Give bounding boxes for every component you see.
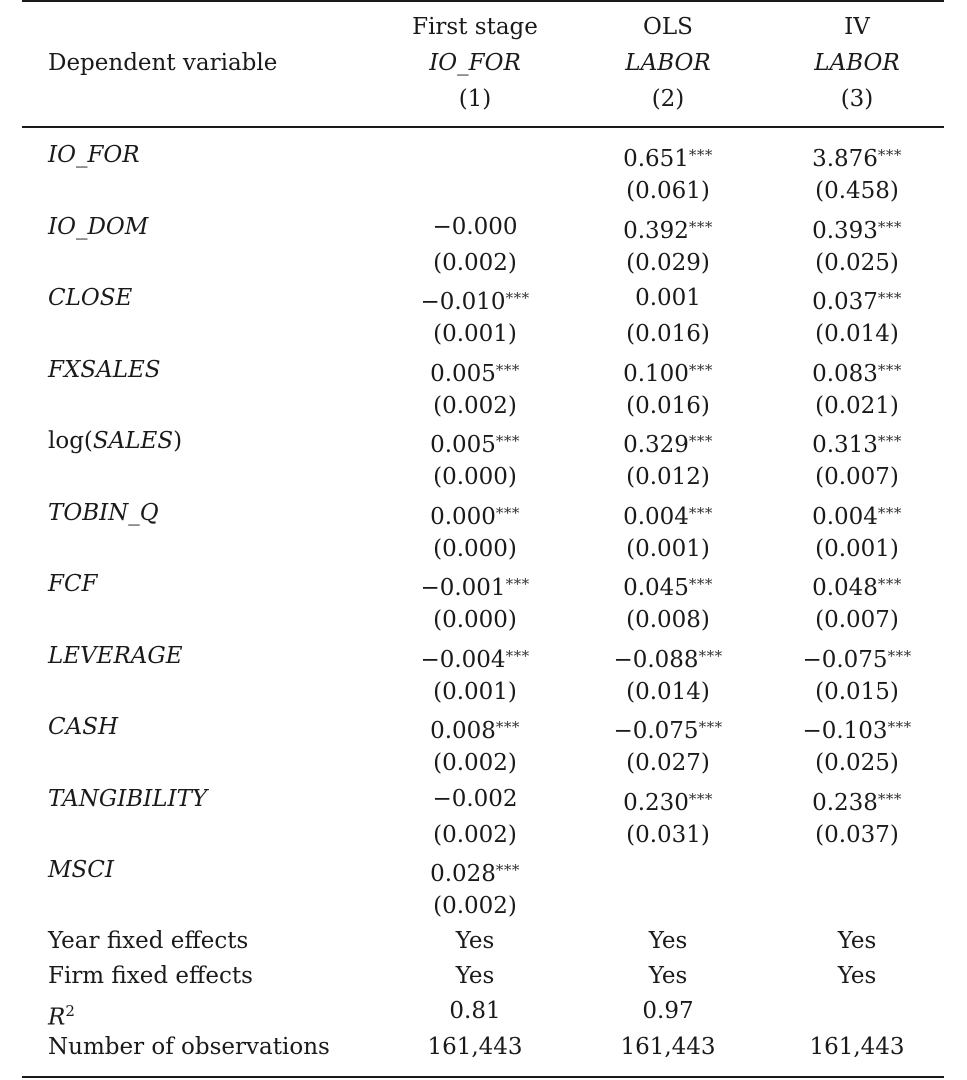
significance-stars: *** [877, 289, 902, 307]
col2-method: OLS [643, 14, 693, 40]
coefficient-cell [623, 498, 713, 532]
standard-error: (0.000) [433, 536, 517, 562]
footer-value: 0.97 [642, 998, 694, 1024]
variable-prefix: log( [48, 428, 93, 454]
coefficient-value: 0.004 [812, 504, 878, 530]
coefficient-value: 0.392 [623, 218, 689, 244]
footer-value: Yes [455, 928, 495, 954]
coefficient-cell [812, 784, 902, 818]
coefficient-cell [812, 355, 902, 389]
variable-label [48, 283, 132, 313]
coefficient-cell [420, 283, 529, 317]
coefficient-cell [432, 212, 517, 242]
standard-error: (0.001) [815, 536, 899, 562]
col3-num: (3) [840, 86, 874, 112]
footer-value: Yes [837, 963, 877, 989]
footer-value: Yes [455, 963, 495, 989]
footer-value: 161,443 [620, 1034, 716, 1060]
standard-error: (0.000) [433, 607, 517, 633]
variable-name: FXSALES [48, 357, 161, 383]
coefficient-cell [802, 641, 911, 675]
coefficient-value: −0.075 [613, 718, 699, 744]
standard-error: (0.031) [626, 822, 710, 848]
coefficient-cell [623, 426, 713, 460]
significance-stars: *** [688, 575, 713, 593]
significance-stars: *** [877, 790, 902, 808]
coefficient-cell [430, 498, 520, 532]
variable-label [48, 498, 159, 528]
standard-error: (0.012) [626, 464, 710, 490]
coefficient-value: 0.028 [430, 861, 496, 887]
variable-name: CLOSE [48, 285, 133, 311]
coefficient-value: −0.004 [420, 647, 506, 673]
standard-error: (0.015) [815, 679, 899, 705]
coefficient-value: −0.103 [802, 718, 888, 744]
coefficient-value: 0.005 [430, 361, 496, 387]
footer-label: Number of observations [48, 1034, 330, 1060]
footer-label: Firm fixed effects [48, 963, 253, 989]
significance-stars: *** [877, 146, 902, 164]
coefficient-cell [623, 784, 713, 818]
coefficient-value: 0.230 [623, 790, 689, 816]
coefficient-value: 0.005 [430, 432, 496, 458]
coefficient-cell [613, 641, 722, 675]
standard-error: (0.002) [433, 893, 517, 919]
significance-stars: *** [505, 289, 530, 307]
standard-error: (0.025) [815, 250, 899, 276]
coefficient-cell [432, 784, 517, 814]
coefficient-value: 0.037 [812, 289, 878, 315]
coefficient-value: 0.008 [430, 718, 496, 744]
standard-error: (0.000) [433, 464, 517, 490]
variable-label [48, 355, 161, 385]
footer-value: 0.81 [449, 998, 501, 1024]
col3-dep: LABOR [814, 50, 900, 76]
significance-stars: *** [688, 146, 713, 164]
standard-error: (0.458) [815, 178, 899, 204]
coefficient-cell [613, 712, 722, 746]
significance-stars: *** [688, 790, 713, 808]
significance-stars: *** [887, 647, 912, 665]
variable-label [48, 426, 182, 456]
significance-stars: *** [877, 504, 902, 522]
coefficient-cell [812, 212, 902, 246]
coefficient-cell [623, 140, 713, 174]
coefficient-value: 0.045 [623, 575, 689, 601]
standard-error: (0.002) [433, 393, 517, 419]
coefficient-cell [430, 426, 520, 460]
significance-stars: *** [877, 432, 902, 450]
significance-stars: *** [698, 647, 723, 665]
coefficient-value: −0.001 [420, 575, 506, 601]
variable-suffix: ) [173, 428, 183, 454]
coefficient-value: −0.010 [420, 289, 506, 315]
coefficient-cell [623, 569, 713, 603]
top-rule [22, 0, 944, 2]
significance-stars: *** [495, 718, 520, 736]
standard-error: (0.021) [815, 393, 899, 419]
variable-label [48, 212, 148, 242]
coefficient-value: −0.075 [802, 647, 888, 673]
coefficient-value: 0.313 [812, 432, 878, 458]
standard-error: (0.016) [626, 321, 710, 347]
footer-value: 161,443 [427, 1034, 523, 1060]
coefficient-value: −0.088 [613, 647, 699, 673]
variable-name: CASH [48, 714, 119, 740]
coefficient-value: 0.100 [623, 361, 689, 387]
standard-error: (0.027) [626, 750, 710, 776]
variable-name: IO_FOR [48, 142, 140, 168]
coefficient-value: 0.004 [623, 504, 689, 530]
coefficient-value: 0.329 [623, 432, 689, 458]
coefficient-cell [420, 569, 529, 603]
coefficient-cell [635, 283, 701, 313]
significance-stars: *** [877, 218, 902, 236]
coefficient-value: 0.083 [812, 361, 878, 387]
coefficient-cell [812, 498, 902, 532]
header-rule [22, 126, 944, 128]
significance-stars: *** [495, 432, 520, 450]
coefficient-value: 0.001 [635, 285, 701, 311]
standard-error: (0.008) [626, 607, 710, 633]
significance-stars: *** [505, 575, 530, 593]
footer-value: 161,443 [809, 1034, 905, 1060]
variable-name: TANGIBILITY [48, 786, 208, 812]
coefficient-cell [430, 855, 520, 889]
footer-label [48, 996, 75, 1033]
standard-error: (0.014) [626, 679, 710, 705]
standard-error: (0.029) [626, 250, 710, 276]
variable-label [48, 569, 98, 599]
variable-name: SALES [92, 428, 174, 454]
col3-method: IV [844, 14, 870, 40]
standard-error: (0.007) [815, 607, 899, 633]
coefficient-value: 0.238 [812, 790, 878, 816]
significance-stars: *** [495, 861, 520, 879]
coefficient-cell [812, 426, 902, 460]
coefficient-cell [623, 212, 713, 246]
coefficient-cell [812, 569, 902, 603]
variable-name: MSCI [48, 857, 114, 883]
significance-stars: *** [688, 361, 713, 379]
r-squared-exponent: 2 [65, 1002, 75, 1020]
coefficient-value: −0.002 [432, 786, 518, 812]
standard-error: (0.002) [433, 250, 517, 276]
significance-stars: *** [688, 218, 713, 236]
coefficient-cell [430, 355, 520, 389]
standard-error: (0.002) [433, 822, 517, 848]
standard-error: (0.002) [433, 750, 517, 776]
standard-error: (0.061) [626, 178, 710, 204]
standard-error: (0.037) [815, 822, 899, 848]
significance-stars: *** [688, 504, 713, 522]
variable-name: FCF [48, 571, 98, 597]
coefficient-cell [812, 140, 902, 174]
col1-dep: IO_FOR [429, 50, 521, 76]
standard-error: (0.025) [815, 750, 899, 776]
coefficient-cell [420, 641, 529, 675]
significance-stars: *** [877, 575, 902, 593]
dep-var-header: Dependent variable [48, 50, 278, 76]
variable-label [48, 855, 114, 885]
standard-error: (0.001) [433, 321, 517, 347]
r-squared-symbol: R [48, 1004, 66, 1031]
coefficient-value: 0.000 [430, 504, 496, 530]
standard-error: (0.001) [626, 536, 710, 562]
standard-error: (0.014) [815, 321, 899, 347]
col1-method: First stage [412, 14, 538, 40]
col2-num: (2) [651, 86, 685, 112]
significance-stars: *** [505, 647, 530, 665]
significance-stars: *** [495, 504, 520, 522]
footer-label: Year fixed effects [48, 928, 249, 954]
footer-value: Yes [648, 928, 688, 954]
coefficient-value: 0.651 [623, 146, 689, 172]
significance-stars: *** [495, 361, 520, 379]
coefficient-cell [812, 283, 902, 317]
bottom-rule [22, 1076, 944, 1078]
standard-error: (0.007) [815, 464, 899, 490]
variable-name: IO_DOM [48, 214, 149, 240]
col1-num: (1) [458, 86, 492, 112]
coefficient-cell [430, 712, 520, 746]
variable-label [48, 140, 140, 170]
variable-name: TOBIN_Q [48, 500, 159, 526]
significance-stars: *** [698, 718, 723, 736]
standard-error: (0.016) [626, 393, 710, 419]
variable-label [48, 784, 207, 814]
significance-stars: *** [877, 361, 902, 379]
col2-dep: LABOR [625, 50, 711, 76]
coefficient-value: 3.876 [812, 146, 878, 172]
coefficient-cell [802, 712, 911, 746]
variable-label [48, 712, 118, 742]
footer-value: Yes [648, 963, 688, 989]
coefficient-value: −0.000 [432, 214, 518, 240]
coefficient-value: 0.393 [812, 218, 878, 244]
variable-label [48, 641, 183, 671]
coefficient-cell [623, 355, 713, 389]
significance-stars: *** [688, 432, 713, 450]
standard-error: (0.001) [433, 679, 517, 705]
coefficient-value: 0.048 [812, 575, 878, 601]
footer-value: Yes [837, 928, 877, 954]
variable-name: LEVERAGE [48, 643, 183, 669]
significance-stars: *** [887, 718, 912, 736]
